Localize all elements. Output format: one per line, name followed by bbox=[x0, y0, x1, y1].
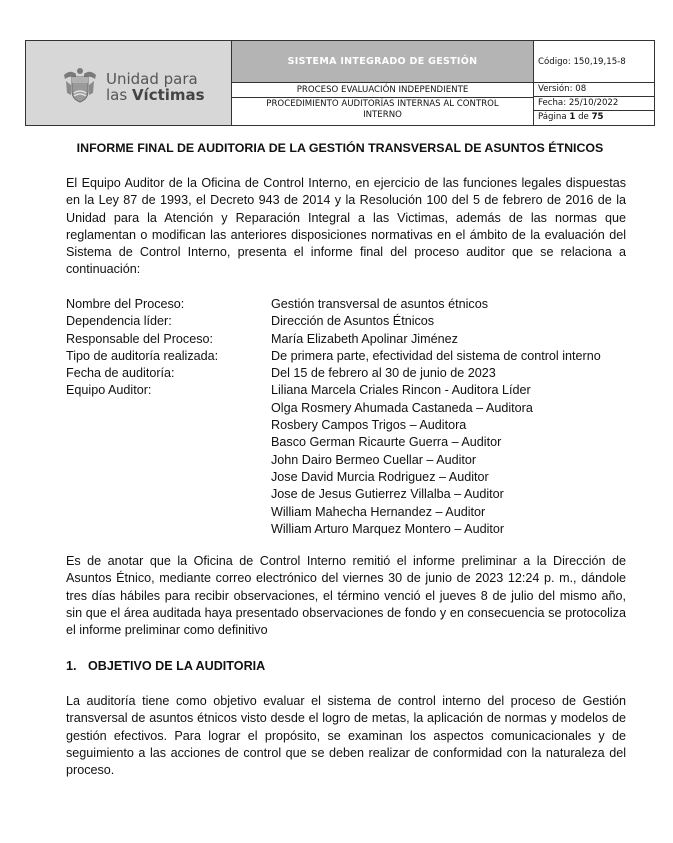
info-row bbox=[66, 417, 601, 434]
intro-paragraph: El Equipo Auditor de la Oficina de Control Interno, en ejercicio de las funciones legales dispuestas en la Ley 87 de 1993, el Decreto 943 de 2014 y la Resolución 100 del 5 de febrero de 2016 de la Unidad para la Atención y Reparación Integral a las Victimas, además de las normas que reglamentan o modifican las anteriores disposiciones normativas en el ámbito de la evaluación del Sistema de Control Interno, presenta el informe final del proceso auditor que se relaciona a continuación: bbox=[66, 176, 626, 277]
info-label: Tipo de auditoría realizada: bbox=[66, 348, 219, 363]
info-label bbox=[66, 521, 271, 538]
process-name: PROCESO EVALUACIÓN INDEPENDIENTE bbox=[232, 83, 533, 98]
info-value: Liliana Marcela Criales Rincon - Auditora Líder bbox=[271, 383, 531, 398]
info-value: De primera parte, efectividad del sistema de control interno bbox=[271, 348, 601, 363]
info-row bbox=[66, 504, 601, 521]
info-value: Del 15 de febrero al 30 de junio de 2023 bbox=[271, 366, 496, 381]
document-header bbox=[25, 40, 655, 126]
info-value: Gestión transversal de asuntos étnicos bbox=[271, 297, 489, 311]
doc-code: Código: 150,19,15-8 bbox=[534, 41, 654, 83]
info-value: Basco German Ricaurte Guerra – Auditor bbox=[271, 435, 502, 450]
logo-line1: Unidad para bbox=[106, 70, 198, 88]
procedure-name bbox=[232, 98, 533, 125]
info-row bbox=[66, 296, 601, 313]
logo-wordmark bbox=[106, 71, 205, 103]
info-row bbox=[66, 469, 601, 486]
logo-line2 bbox=[106, 87, 205, 103]
info-value: Jose de Jesus Gutierrez Villalba – Auditor bbox=[271, 487, 504, 502]
coat-of-arms-icon bbox=[62, 65, 98, 105]
note-paragraph: Es de anotar que la Oficina de Control Interno remitió el informe preliminar a la Dirección de Asuntos Étnico, mediante correo electrónico del viernes 30 de junio de 2023 12:24 p. m., dándole tres días hábiles para recibir observaciones, el término venció el jueves 8 de julio del mismo año, sin que el área auditada haya presentado observaciones de fondo y en consecuencia se protocoliza el informe preliminar como definitivo bbox=[66, 554, 626, 638]
info-row bbox=[66, 331, 601, 348]
info-value: William Mahecha Hernandez – Auditor bbox=[271, 504, 486, 519]
logo-line2-bold: Víctimas bbox=[131, 86, 205, 104]
info-row bbox=[66, 348, 601, 365]
info-label bbox=[66, 417, 271, 434]
info-label bbox=[66, 452, 271, 469]
logo-line2-prefix: las bbox=[106, 86, 132, 104]
info-value: Dirección de Asuntos Étnicos bbox=[271, 314, 435, 329]
procedure-line2: INTERNO bbox=[363, 110, 402, 120]
info-label bbox=[66, 400, 271, 417]
info-value: Jose David Murcia Rodriguez – Auditor bbox=[271, 469, 489, 484]
info-label bbox=[66, 469, 271, 486]
info-value: María Elizabeth Apolinar Jiménez bbox=[271, 331, 458, 346]
audit-info-list bbox=[66, 296, 601, 538]
info-value: Olga Rosmery Ahumada Castaneda – Auditora bbox=[271, 400, 533, 415]
doc-version: Versión: 08 bbox=[534, 83, 654, 97]
info-label bbox=[66, 504, 271, 521]
info-row bbox=[66, 313, 601, 330]
section-number: 1. bbox=[66, 659, 77, 673]
info-value: Rosbery Campos Trigos – Auditora bbox=[271, 418, 467, 433]
report-title: INFORME FINAL DE AUDITORIA DE LA GESTIÓN TRANSVERSAL DE ASUNTOS ÉTNICOS bbox=[76, 141, 604, 155]
unidad-victimas-logo bbox=[62, 65, 212, 105]
info-value: John Dairo Bermeo Cuellar – Auditor bbox=[271, 452, 477, 467]
header-right bbox=[534, 41, 654, 125]
info-label bbox=[66, 434, 271, 451]
page-mid: de bbox=[575, 112, 592, 122]
info-row bbox=[66, 486, 601, 503]
doc-date: Fecha: 25/10/2022 bbox=[534, 97, 654, 111]
page-number bbox=[534, 111, 654, 125]
info-value: William Arturo Marquez Montero – Auditor bbox=[271, 521, 505, 536]
info-row bbox=[66, 382, 601, 399]
info-row bbox=[66, 400, 601, 417]
info-label bbox=[66, 486, 271, 503]
info-row bbox=[66, 434, 601, 451]
info-label: Dependencia líder: bbox=[66, 314, 172, 329]
page-current: 1 bbox=[569, 112, 576, 122]
info-label: Responsable del Proceso: bbox=[66, 331, 214, 346]
info-row bbox=[66, 452, 601, 469]
info-label: Nombre del Proceso: bbox=[66, 297, 185, 311]
page-prefix: Página bbox=[538, 112, 570, 122]
section-heading bbox=[66, 659, 265, 673]
system-name: SISTEMA INTEGRADO DE GESTIÓN bbox=[232, 41, 533, 83]
page-total: 75 bbox=[591, 112, 604, 122]
procedure-line1: PROCEDIMIENTO AUDITORÍAS INTERNAS AL CONTROL bbox=[266, 99, 499, 109]
section-title: OBJETIVO DE LA AUDITORIA bbox=[88, 659, 266, 673]
objective-paragraph: La auditoría tiene como objetivo evaluar el sistema de control interno del proceso de Gestión transversal de asuntos étnicos visto desde el logro de metas, la aplicación de normas y modelos de gestión efectivos. Para lograr el propósito, se examinan los aspectos comunicacionales y de seguimiento a las acciones de control que se deben realizar de conformidad con la naturaleza del proceso. bbox=[66, 694, 626, 778]
info-row bbox=[66, 521, 601, 538]
info-label: Fecha de auditoría: bbox=[66, 366, 175, 381]
info-label: Equipo Auditor: bbox=[66, 383, 152, 398]
header-middle bbox=[232, 41, 534, 125]
info-row bbox=[66, 365, 601, 382]
logo-cell bbox=[26, 41, 232, 125]
